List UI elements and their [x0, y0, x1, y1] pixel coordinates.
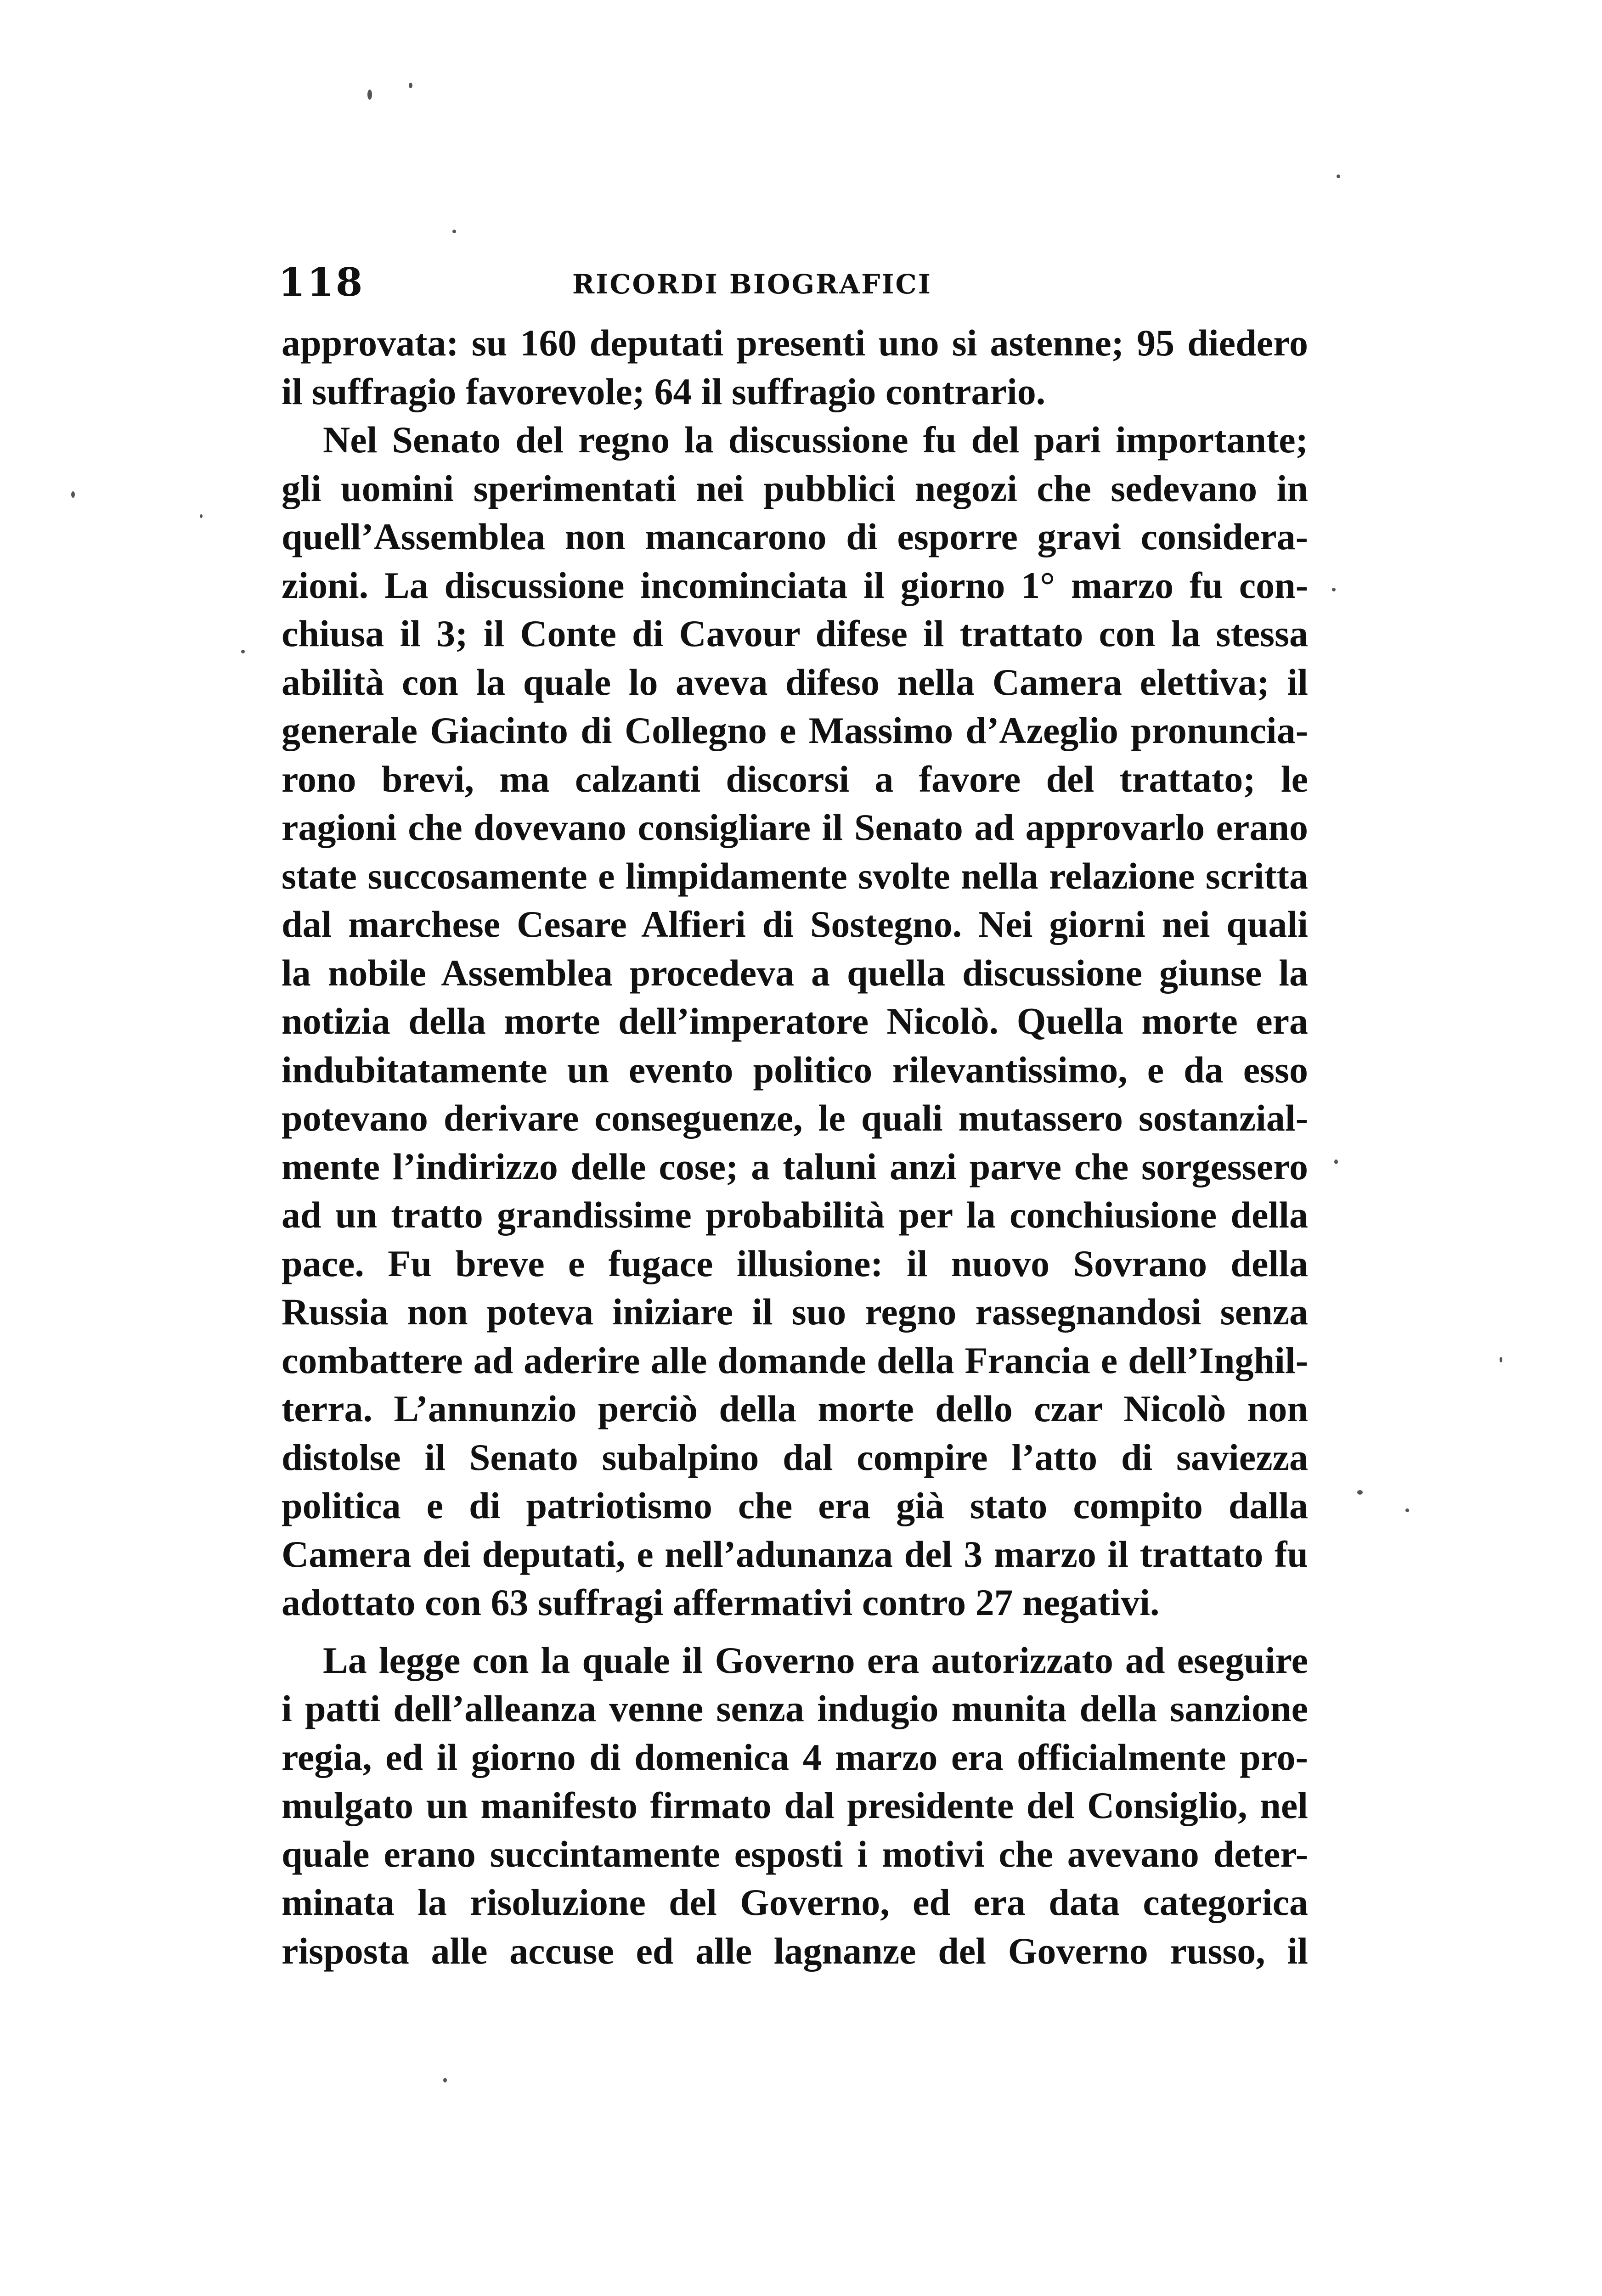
text-line: Nel Senato del regno la discussione fu del pari importante;	[323, 419, 1308, 461]
scan-speck	[1357, 1490, 1363, 1495]
scan-speck	[1500, 1357, 1502, 1362]
scan-speck	[1332, 588, 1336, 591]
text-line: abilità con la quale lo aveva difeso nella Camera elettiva; il	[282, 661, 1308, 703]
text-line: dal marchese Cesare Alfieri di Sostegno. Nei giorni nei quali	[282, 903, 1308, 945]
text-line: zioni. La discussione incominciata il giorno 1° marzo fu con-	[282, 564, 1308, 606]
scan-speck	[367, 90, 372, 100]
text-line: adottato con 63 suffragi affermativi contro 27 negativi.	[282, 1581, 1160, 1623]
text-line: gli uomini sperimentati nei pubblici negozi che sedevano in	[282, 467, 1308, 509]
text-line: mulgato un manifesto firmato dal presidente del Consiglio, nel	[282, 1784, 1308, 1826]
text-line: quell’Assemblea non mancarono di esporre gravi considera-	[282, 516, 1308, 557]
body-text	[282, 319, 1308, 1975]
text-line: il suffragio favorevole; 64 il suffragio contrario.	[282, 370, 1046, 412]
text-line: quale erano succintamente esposti i motivi che avevano deter-	[282, 1833, 1308, 1875]
scan-speck	[71, 491, 75, 498]
text-line: generale Giacinto di Collegno e Massimo d’Azeglio pronuncia-	[282, 709, 1308, 751]
text-line: risposta alle accuse ed alle lagnanze del Governo russo, il	[282, 1930, 1308, 1972]
text-line: distolse il Senato subalpino dal compire l’atto di saviezza	[282, 1436, 1308, 1478]
scan-speck	[1334, 1159, 1338, 1164]
text-line: potevano derivare conseguenze, le quali mutassero sostanzial-	[282, 1097, 1308, 1139]
text-line: indubitatamente un evento politico rilevantissimo, e da esso	[282, 1048, 1308, 1091]
text-line: chiusa il 3; il Conte di Cavour difese il trattato con la stessa	[282, 613, 1308, 654]
text-line: regia, ed il giorno di domenica 4 marzo era officialmente pro-	[282, 1736, 1308, 1778]
text-line: approvata: su 160 deputati presenti uno si astenne; 95 diedero	[282, 322, 1308, 364]
scan-speck	[452, 230, 456, 233]
text-line: combattere ad aderire alle domande della Francia e dell’Inghil-	[282, 1339, 1308, 1381]
text-line: notizia della morte dell’imperatore Nicolò. Quella morte era	[282, 1000, 1308, 1042]
running-head	[278, 257, 1316, 308]
text-line: rono brevi, ma calzanti discorsi a favore del trattato; le	[282, 758, 1308, 800]
text-line: Camera dei deputati, e nell’adunanza del 3 marzo il trattato fu	[282, 1533, 1308, 1575]
scan-speck	[200, 514, 203, 518]
text-line: politica e di patriotismo che era già stato compito dalla	[282, 1485, 1308, 1526]
scan-speck	[241, 650, 245, 653]
scan-speck	[443, 2078, 447, 2082]
page-number: 118	[278, 259, 365, 305]
text-line: pace. Fu breve e fugace illusione: il nuovo Sovrano della	[282, 1242, 1308, 1284]
text-line: La legge con la quale il Governo era autorizzato ad eseguire	[323, 1639, 1308, 1681]
text-line: ad un tratto grandissime probabilità per la conchiusione della	[282, 1194, 1308, 1236]
scan-speck	[1405, 1508, 1409, 1512]
text-line: mente l’indirizzo delle cose; a taluni anzi parve che sorgessero	[282, 1145, 1308, 1187]
text-line: state succosamente e limpidamente svolte nella relazione scritta	[282, 855, 1308, 897]
scan-speck	[409, 83, 412, 88]
text-line: terra. L’annunzio perciò della morte dello czar Nicolò non	[282, 1388, 1308, 1429]
text-line: Russia non poteva iniziare il suo regno rassegnandosi senza	[282, 1291, 1308, 1333]
text-line: ragioni che dovevano consigliare il Senato ad approvarlo erano	[282, 806, 1308, 848]
text-line: i patti dell’alleanza venne senza indugio munita della sanzione	[282, 1688, 1308, 1729]
scan-speck	[1337, 174, 1340, 178]
text-line: minata la risoluzione del Governo, ed era data categorica	[282, 1881, 1308, 1923]
running-title: RICORDI BIOGRAFICI	[572, 269, 932, 300]
text-line: la nobile Assemblea procedeva a quella discussione giunse la	[282, 951, 1308, 994]
